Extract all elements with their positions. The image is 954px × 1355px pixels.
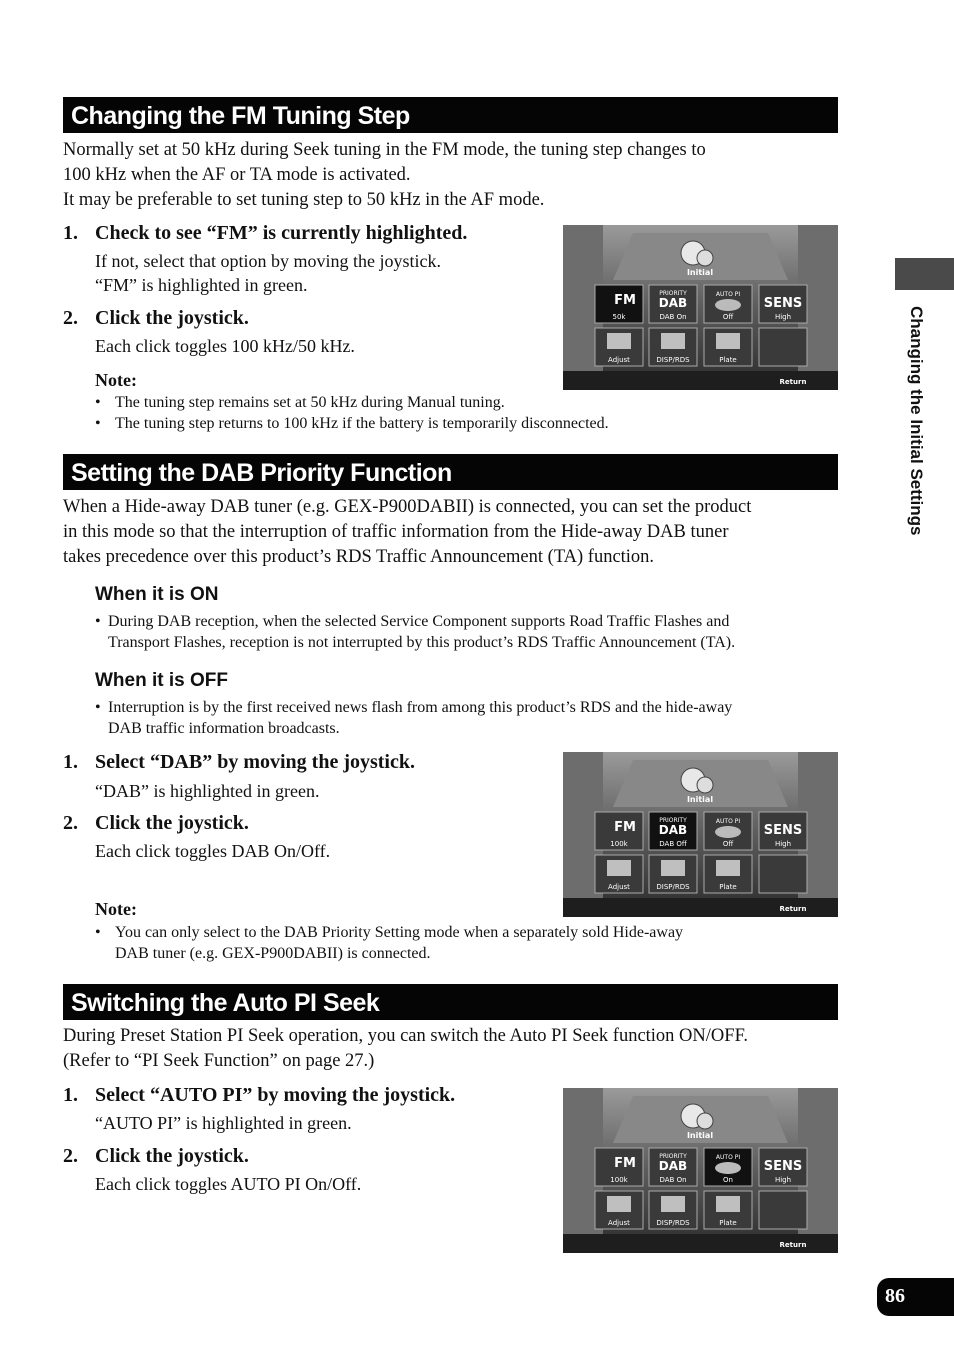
disp-rds-tile-label: DISP/RDS [656, 356, 690, 364]
note-text: The tuning step remains set at 50 kHz during Manual tuning. [115, 394, 505, 411]
menu-screenshot [563, 225, 838, 390]
return-button[interactable]: Return [779, 378, 807, 386]
auto-pi-tile-value: On [723, 1176, 733, 1184]
auto-pi-tile-top: AUTO PI [715, 1154, 741, 1161]
note-text: The tuning step returns to 100 kHz if the battery is temporarily disconnected. [115, 415, 609, 432]
off-line: Interruption is by the first received news flash from among this product’s RDS and the hide-away [108, 699, 733, 716]
intro-line: During Preset Station PI Seek operation, you can switch the Auto PI Seek function ON/OFF. [63, 1026, 748, 1046]
step-body: “AUTO PI” is highlighted in green. [95, 1113, 352, 1133]
plate-tile-label: Plate [719, 883, 737, 891]
sens-tile-label: SENS [763, 296, 803, 311]
fm-tile-label: FM [614, 820, 636, 835]
section-title-fm-tuning-step: Changing the FM Tuning Step [63, 97, 838, 133]
step-heading [63, 220, 467, 246]
step-number: 2. [63, 307, 78, 329]
auto-pi-tile-value: Off [722, 840, 734, 848]
return-button[interactable]: Return [779, 1241, 807, 1249]
auto-pi-tile-top: AUTO PI [715, 818, 741, 825]
sens-tile-label: SENS [763, 823, 803, 838]
side-tab-label: Changing the Initial Settings [907, 306, 926, 536]
off-description: • Interruption is by the first received news flash from among this product’s RDS and the hide-away DAB traffic information broadcasts. [95, 697, 835, 739]
sens-tile-label: SENS [763, 1159, 803, 1174]
fm-tile-label: FM [614, 1156, 636, 1171]
step-heading [63, 1082, 455, 1108]
step-number: 1. [63, 1084, 78, 1106]
fm-tile-label: FM [614, 293, 636, 308]
return-button[interactable]: Return [779, 905, 807, 913]
section-title-dab-priority: Setting the DAB Priority Function [63, 454, 838, 490]
step-number: 2. [63, 1145, 78, 1167]
step-title: Select “AUTO PI” by moving the joystick. [95, 1084, 456, 1106]
on-description: • During DAB reception, when the selected Service Component supports Road Traffic Flashes and Transport Flashes, reception is not interrupted by this product’s RDS Traffic Announcement (TA). [95, 611, 835, 653]
step-title: Click the joystick. [95, 812, 249, 834]
dab-tile-top: PRIORITY [659, 290, 687, 297]
disp-rds-tile-label: DISP/RDS [656, 883, 690, 891]
screen-header-label: Initial [686, 1131, 714, 1140]
dab-tile-top: PRIORITY [659, 1153, 687, 1160]
dab-tile-label: DAB [658, 296, 688, 310]
step-heading [63, 305, 249, 331]
note-text: DAB tuner (e.g. GEX-P900DABII) is connected. [115, 945, 431, 962]
step-number: 1. [63, 751, 78, 773]
screen-header-label: Initial [686, 268, 714, 277]
note-item: • The tuning step returns to 100 kHz if the battery is temporarily disconnected. [95, 415, 609, 432]
section-title-auto-pi-seek: Switching the Auto PI Seek [63, 984, 838, 1020]
screen-graphic [563, 1088, 838, 1253]
menu-screenshot [563, 1088, 838, 1253]
auto-pi-tile-top: AUTO PI [715, 291, 741, 298]
sens-tile-value: High [774, 1176, 792, 1184]
subheading-when-off: When it is OFF [95, 670, 228, 691]
sens-tile-value: High [774, 313, 792, 321]
step-title: Check to see “FM” is currently highlighted. [95, 222, 468, 244]
intro-line: (Refer to “PI Seek Function” on page 27.) [63, 1051, 375, 1071]
note-title: Note: [95, 370, 137, 390]
intro-line: 100 kHz when the AF or TA mode is activated. [63, 165, 411, 185]
step-body: “DAB” is highlighted in green. [95, 781, 320, 801]
step-heading [63, 1143, 249, 1169]
step-body: Each click toggles DAB On/Off. [95, 841, 331, 861]
step-heading [63, 810, 249, 836]
intro-line: in this mode so that the interruption of traffic information from the Hide-away DAB tuner [63, 522, 729, 542]
on-line: During DAB reception, when the selected Service Component supports Road Traffic Flashes and [108, 613, 730, 630]
dab-tile-label: DAB [658, 823, 688, 837]
adjust-tile-label: Adjust [608, 883, 630, 891]
section3-intro [63, 1024, 838, 1074]
step-body [95, 249, 441, 297]
step-line: “FM” is highlighted in green. [95, 275, 308, 295]
step-number: 1. [63, 222, 78, 244]
step-body: Each click toggles AUTO PI On/Off. [95, 1174, 362, 1194]
dab-tile-value: DAB Off [659, 840, 687, 848]
screen-graphic [563, 225, 838, 390]
off-line: DAB traffic information broadcasts. [108, 720, 340, 737]
screen-graphic [563, 752, 838, 917]
menu-screenshot [563, 752, 838, 917]
auto-pi-tile-value: Off [722, 313, 734, 321]
side-tab-marker [895, 258, 954, 290]
plate-tile-label: Plate [719, 356, 737, 364]
step-title: Click the joystick. [95, 307, 249, 329]
intro-line: It may be preferable to set tuning step to 50 kHz in the AF mode. [63, 190, 545, 210]
step-line: If not, select that option by moving the joystick. [95, 251, 441, 271]
note-item: • You can only select to the DAB Priority Setting mode when a separately sold Hide-away DAB tuner (e.g. GEX-P900DABII) is connected. [95, 924, 684, 962]
disp-rds-tile-label: DISP/RDS [656, 1219, 690, 1227]
dab-tile-value: DAB On [659, 313, 687, 321]
intro-line: When a Hide-away DAB tuner (e.g. GEX-P900DABII) is connected, you can set the product [63, 497, 752, 517]
sens-tile-value: High [774, 840, 792, 848]
note-item: • The tuning step remains set at 50 kHz during Manual tuning. [95, 394, 505, 411]
step-heading [63, 749, 415, 775]
page-number: 86 [877, 1278, 954, 1316]
note-text: You can only select to the DAB Priority Setting mode when a separately sold Hide-away [115, 924, 684, 941]
section2-intro [63, 495, 838, 570]
step-title: Select “DAB” by moving the joystick. [95, 751, 415, 773]
screen-header-label: Initial [686, 795, 714, 804]
step-number: 2. [63, 812, 78, 834]
note-title: Note: [95, 899, 137, 919]
section1-intro [63, 138, 838, 213]
dab-tile-top: PRIORITY [659, 817, 687, 824]
intro-line: takes precedence over this product’s RDS Traffic Announcement (TA) function. [63, 547, 655, 567]
step-title: Click the joystick. [95, 1145, 249, 1167]
plate-tile-label: Plate [719, 1219, 737, 1227]
intro-line: Normally set at 50 kHz during Seek tuning in the FM mode, the tuning step changes to [63, 140, 706, 160]
adjust-tile-label: Adjust [608, 356, 630, 364]
on-line: Transport Flashes, reception is not interrupted by this product’s RDS Traffic Announcement (TA). [108, 634, 736, 651]
subheading-when-on: When it is ON [95, 584, 219, 605]
fm-tile-value: 50k [612, 313, 626, 321]
dab-tile-label: DAB [658, 1159, 688, 1173]
fm-tile-value: 100k [610, 1176, 628, 1184]
adjust-tile-label: Adjust [608, 1219, 630, 1227]
step-body: Each click toggles 100 kHz/50 kHz. [95, 336, 355, 356]
dab-tile-value: DAB On [659, 1176, 687, 1184]
fm-tile-value: 100k [610, 840, 628, 848]
